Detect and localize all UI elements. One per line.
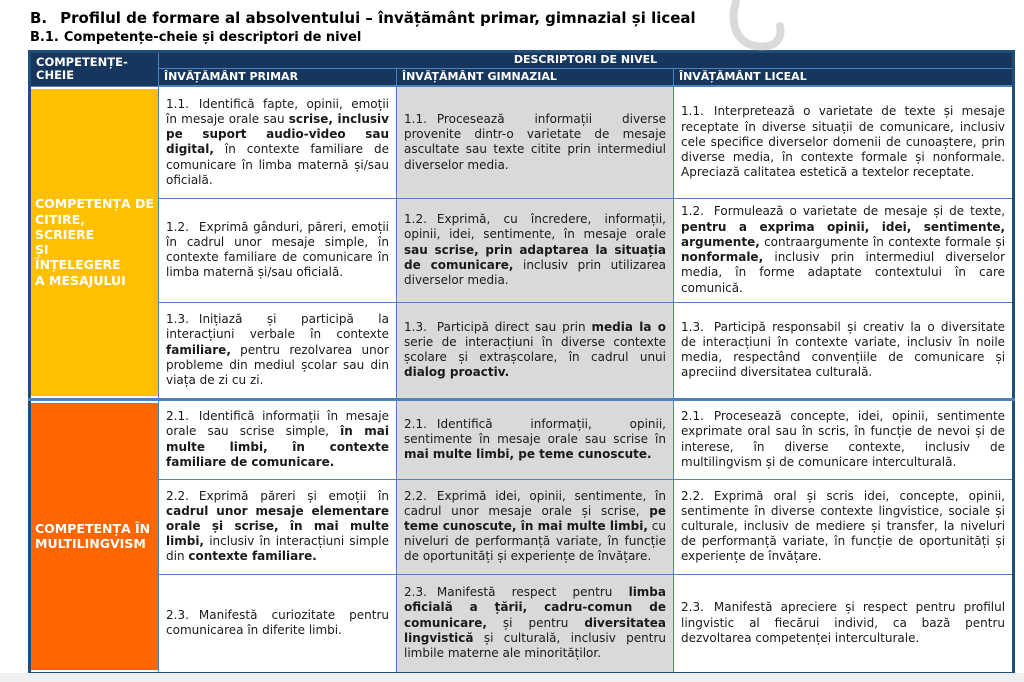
descriptor-gimnazial-1-2: 1.2. Exprimă, cu încredere, informații, opinii, idei, sentimente, în mesaje orale sau scrise, prin adaptarea la situația de comunicare, inclusiv prin utilizarea diverselor media. (397, 198, 674, 302)
descriptor-number: 2.3. (404, 585, 427, 600)
descriptor-number: 2.2. (166, 488, 189, 503)
page-title (30, 9, 1012, 27)
descriptor-primar-1-1: 1.1. Identifică fapte, opinii, emoții în mesaje orale sau scrise, inclusiv pe suport audio-video sau digital, în contexte familiare de comunicare în limba maternă și/sau oficială. (159, 86, 397, 198)
descriptor-liceal-2-3: 2.3. Manifestă apreciere și respect pentru profilul lingvistic al fiecărui individ, ca bază pentru dezvoltarea competenței interculturale. (674, 574, 1014, 673)
title-label: B. (30, 9, 48, 27)
descriptor-liceal-1-1: 1.1. Interpretează o varietate de texte și mesaje receptate în diverse situații de comunicare, inclusiv cele specifice diverselor domenii de cunoaștere, prin diverse media, în contexte formale și nonformale. Apreciază calitatea estetică a textelor receptate. (674, 86, 1014, 198)
descriptor-primar-1-3: 1.3. Inițiază și participă la interacțiuni verbale în contexte familiare, pentru rezolvarea unor probleme din mediul școlar sau din viața de zi cu zi. (159, 302, 397, 399)
descriptor-number: 1.3. (166, 312, 189, 327)
descriptor-primar-1-2: 1.2. Exprimă gânduri, păreri, emoții în cadrul unor mesaje simple, în contexte familiare de comunicare în limba maternă și/sau oficială. (159, 198, 397, 302)
descriptor-number: 1.1. (166, 96, 189, 111)
competences-table (28, 50, 1015, 675)
descriptor-number: 1.2. (681, 204, 704, 219)
descriptor-gimnazial-1-1: 1.1. Procesează informații diverse provenite dintr-o varietate de mesaje ascultate sau texte citite prin intermediul diverselor media. (397, 86, 674, 198)
descriptor-liceal-2-2: 2.2. Exprimă oral și scris idei, concepte, opinii, sentimente în diverse contexte lingvistice, sociale și culturale, inclusiv de mediere și transfer, la niveluri de performanță variate, în funcție de oportunități și experiențe de învățare. (674, 479, 1014, 574)
header-descriptori-de-nivel: DESCRIPTORI DE NIVEL (159, 52, 1014, 69)
key-competence-cell (30, 86, 159, 399)
descriptor-number: 1.3. (681, 319, 704, 334)
table-row (30, 86, 1014, 198)
descriptor-number: 1.2. (166, 219, 189, 234)
descriptor-number: 2.1. (681, 409, 704, 424)
descriptor-primar-2-2: 2.2. Exprimă păreri și emoții în cadrul unor mesaje elementare orale și scrise, în mai multe limbi, inclusiv în interacțiuni simple din contexte familiare. (159, 479, 397, 574)
table-row (30, 399, 1014, 479)
page-bottom-margin (0, 673, 1024, 682)
table-row (30, 479, 1014, 574)
descriptor-number: 2.3. (681, 600, 704, 615)
descriptor-gimnazial-2-2: 2.2. Exprimă idei, opinii, sentimente, în cadrul unor mesaje orale și scrise, pe teme cunoscute, în mai multe limbi, cu niveluri de performanță variate, în funcție de oportunități și experiențe de învățare. (397, 479, 674, 574)
key-competence-cell (30, 399, 159, 673)
descriptor-gimnazial-2-3: 2.3. Manifestă respect pentru limba oficială a țării, cadru-comun de comunicare, și pentru diversitatea lingvistică și culturală, inclusiv pentru limbile materne ale minorităților. (397, 574, 674, 673)
title-text: Profilul de formare al absolventului – învățământ primar, gimnazial și liceal (60, 9, 696, 27)
key-competence-label: COMPETENȚA ÎN MULTILINGVISM (31, 403, 158, 670)
subtitle-label: B.1. (30, 30, 59, 45)
header-invatamant-gimnazial: ÎNVĂȚĂMÂNT GIMNAZIAL (397, 68, 674, 86)
descriptor-liceal-2-1: 2.1. Procesează concepte, idei, opinii, sentimente exprimate oral sau în scris, în funcție de nevoi și de interese, în diverse contexte, inclusiv de multilingvism și de comunicare interculturală. (674, 399, 1014, 479)
descriptor-gimnazial-1-3: 1.3. Participă direct sau prin media la o serie de interacțiuni în diverse contexte școlare și extrașcolare, în cadrul unui dialog proactiv. (397, 302, 674, 399)
table-row (30, 198, 1014, 302)
descriptor-gimnazial-2-1: 2.1. Identifică informații, opinii, sentimente în mesaje orale sau scrise în mai multe limbi, pe teme cunoscute. (397, 399, 674, 479)
table-row (30, 302, 1014, 399)
header-invatamant-liceal: ÎNVĂȚĂMÂNT LICEAL (674, 68, 1014, 86)
table-row (30, 574, 1014, 673)
descriptor-number: 2.3. (166, 607, 189, 622)
descriptor-primar-2-3: 2.3. Manifestă curiozitate pentru comunicarea în diferite limbi. (159, 574, 397, 673)
descriptor-number: 2.2. (404, 488, 427, 503)
key-competence-label: COMPETENȚA DE CITIRE, SCRIERE ȘI ÎNȚELEGERE A MESAJULUI (31, 89, 158, 396)
descriptor-number: 1.2. (404, 212, 427, 227)
subtitle-text: Competențe-cheie și descriptori de nivel (63, 30, 362, 45)
table-body (30, 86, 1014, 673)
descriptor-number: 2.1. (166, 409, 189, 424)
descriptor-number: 2.1. (404, 416, 427, 431)
descriptor-number: 1.3. (404, 319, 427, 334)
descriptor-liceal-1-2: 1.2. Formulează o varietate de mesaje și de texte, pentru a exprima opinii, idei, sentimente, argumente, contraargumente în contexte formale și nonformale, inclusiv prin intermediul diverselor media, în forme adaptate contextului în care comunică. (674, 198, 1014, 302)
descriptor-number: 1.1. (681, 104, 704, 119)
page-subtitle (30, 30, 1012, 45)
header-competente-cheie: COMPETENȚE-CHEIE (30, 52, 159, 87)
descriptor-liceal-1-3: 1.3. Participă responsabil și creativ la o diversitate de interacțiuni în contexte variate, inclusiv în noile media, respectând convențiile de comunicare și apreciind diversitatea culturală. (674, 302, 1014, 399)
descriptor-primar-2-1: 2.1. Identifică informații în mesaje orale sau scrise simple, în mai multe limbi, în contexte familiare de comunicare. (159, 399, 397, 479)
descriptor-number: 2.2. (681, 488, 704, 503)
header-invatamant-primar: ÎNVĂȚĂMÂNT PRIMAR (159, 68, 397, 86)
descriptor-number: 1.1. (404, 111, 427, 126)
